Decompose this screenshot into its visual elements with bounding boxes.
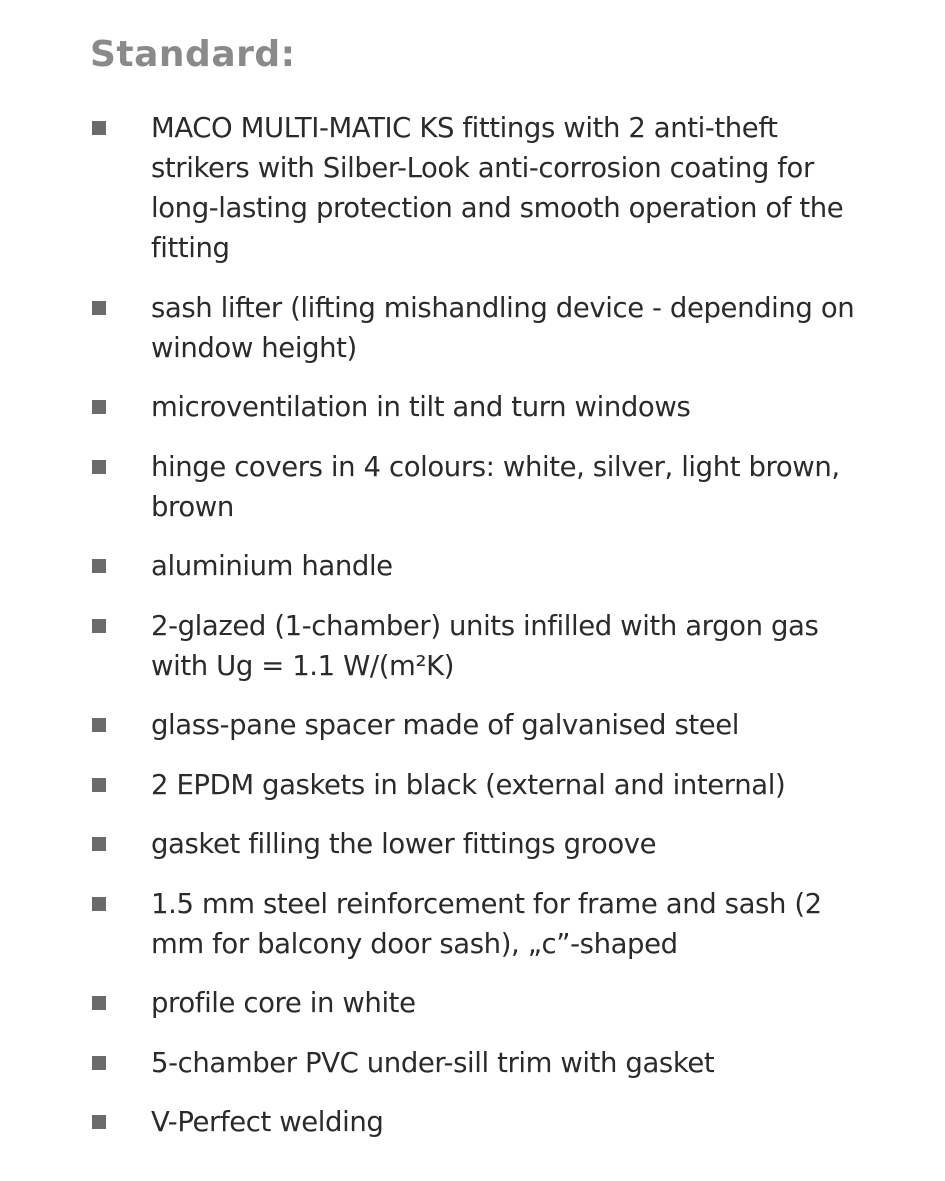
list-item-text: profile core in white <box>151 987 416 1019</box>
list-item-text: V-Perfect welding <box>151 1106 384 1138</box>
list-item <box>0 884 945 964</box>
list-item <box>0 1043 945 1083</box>
square-bullet-icon <box>92 1115 106 1129</box>
list-item-text: 1.5 mm steel reinforcement for frame and sash (2 mm for balcony door sash), „c”-shaped <box>151 887 822 960</box>
section-heading: Standard: <box>90 34 296 75</box>
square-bullet-icon <box>92 121 106 135</box>
feature-list <box>0 108 945 1162</box>
list-item-text: 2-glazed (1-chamber) units infilled with argon gas with Ug = 1.1 W/(m²K) <box>151 609 819 682</box>
square-bullet-icon <box>92 837 106 851</box>
square-bullet-icon <box>92 778 106 792</box>
list-item-text: MACO MULTI-MATIC KS fittings with 2 anti-theft strikers with Silber-Look anti-corrosion coating for long-lasting protection and smooth operation of the fitting <box>151 112 844 264</box>
list-item-text: 5-chamber PVC under-sill trim with gasket <box>151 1046 715 1079</box>
list-item <box>0 447 945 527</box>
list-item <box>0 765 945 805</box>
list-item <box>0 387 945 427</box>
list-item-text: sash lifter (lifting mishandling device - depending on window height) <box>151 291 855 364</box>
list-item <box>0 108 945 268</box>
square-bullet-icon <box>92 1056 106 1070</box>
square-bullet-icon <box>92 897 106 911</box>
list-item-text: gasket filling the lower fittings groove <box>151 828 657 860</box>
list-item <box>0 288 945 368</box>
list-item-text: glass-pane spacer made of galvanised steel <box>151 709 740 741</box>
list-item <box>0 546 945 586</box>
list-item <box>0 824 945 864</box>
square-bullet-icon <box>92 718 106 732</box>
list-item <box>0 983 945 1023</box>
list-item <box>0 1102 945 1142</box>
square-bullet-icon <box>92 559 106 573</box>
square-bullet-icon <box>92 301 106 315</box>
list-item-text: aluminium handle <box>151 550 393 582</box>
square-bullet-icon <box>92 619 106 633</box>
list-item-text: microventilation in tilt and turn windows <box>151 391 691 423</box>
list-item-text: hinge covers in 4 colours: white, silver, light brown, brown <box>151 450 840 523</box>
list-item <box>0 606 945 686</box>
square-bullet-icon <box>92 400 106 414</box>
square-bullet-icon <box>92 460 106 474</box>
square-bullet-icon <box>92 996 106 1010</box>
list-item-text: 2 EPDM gaskets in black (external and internal) <box>151 768 786 801</box>
list-item <box>0 705 945 745</box>
